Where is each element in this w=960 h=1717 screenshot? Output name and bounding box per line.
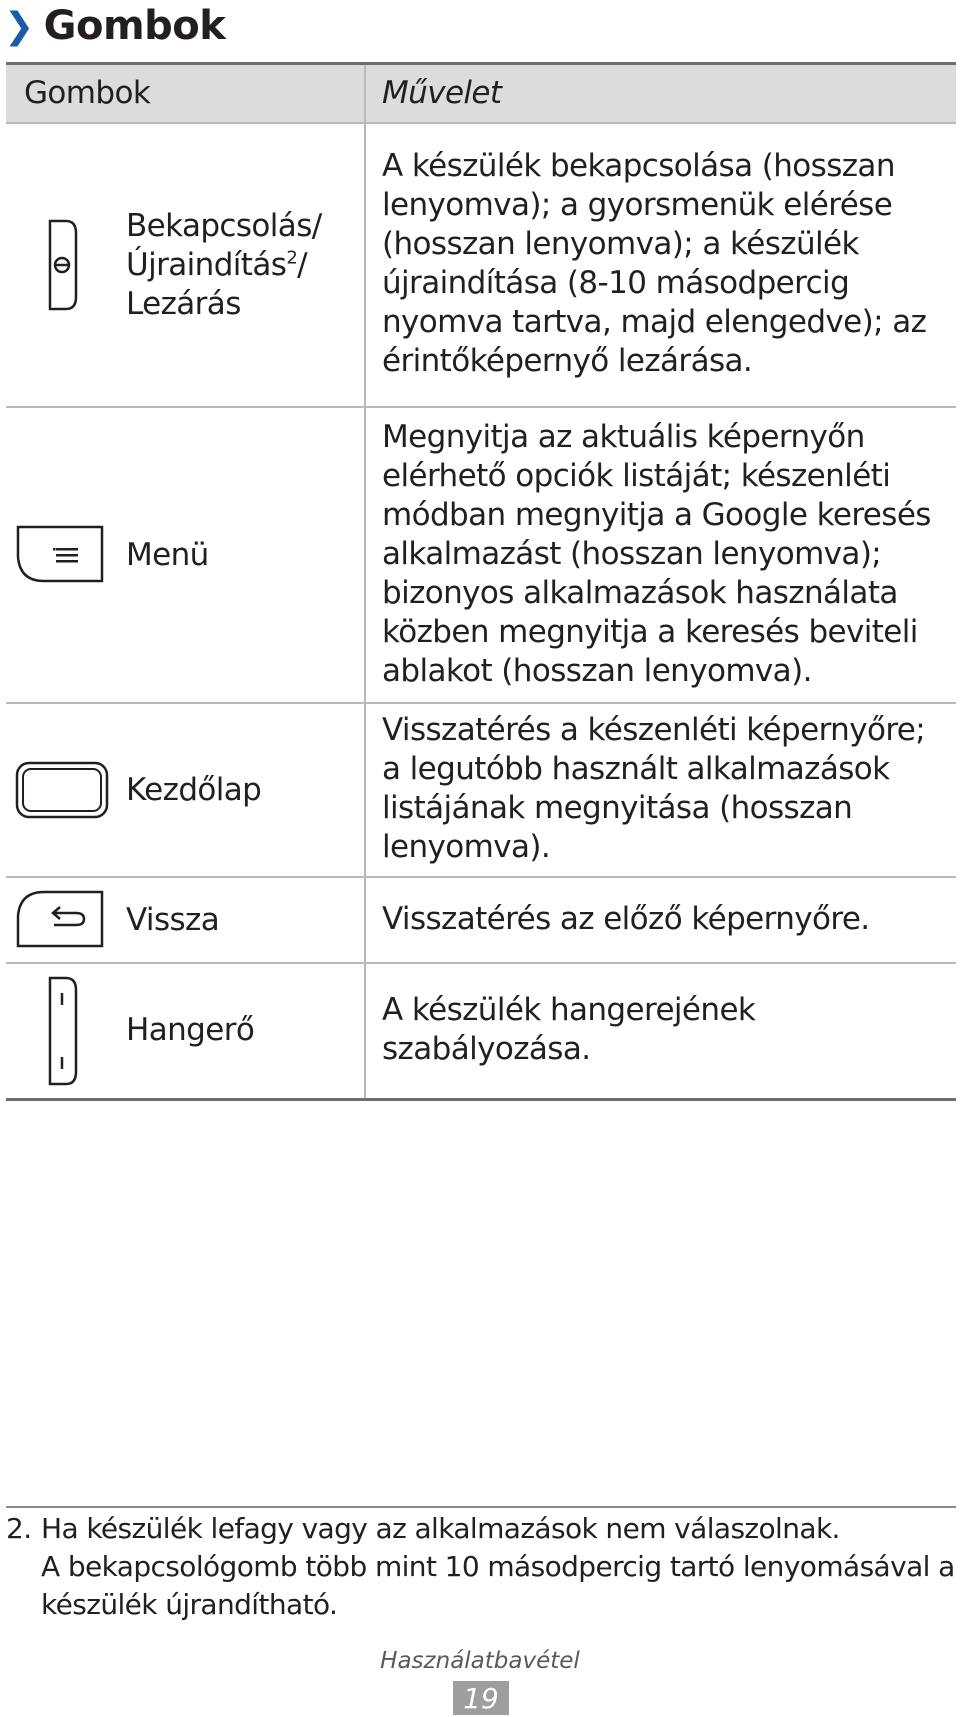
key-name-volume: Hangerő (126, 1012, 255, 1049)
key-action-power: A készülék bekapcsolása (hosszan lenyomva); a gyorsmenük elérése (hosszan lenyomva); a készülék újraindítása (8-10 másodpercig nyomva tartva, majd elengedve); az érintőképernyő lezárása. (365, 123, 956, 407)
footnote-number: 2. (6, 1512, 32, 1545)
footnote-line-2: A bekapcsológomb több mint 10 másodpercig tartó lenyomásával a készülék újrandítható. (41, 1550, 955, 1621)
menu-key-icon (6, 523, 114, 587)
page-number: 19 (453, 1681, 509, 1715)
key-name-menu: Menü (126, 536, 209, 573)
key-name-power: Bekapcsolás/ Újraindítás$^2$/ Lezárás (126, 207, 322, 322)
home-key-icon (6, 760, 114, 820)
column-header-action: Művelet (365, 64, 956, 124)
footer-section-name: Használatbavétel (380, 1648, 580, 1674)
key-name-home: Kezdőlap (126, 771, 262, 808)
table-row (6, 407, 956, 703)
table-row (6, 123, 956, 407)
table-row (6, 963, 956, 1099)
page-title-text: Gombok (43, 3, 226, 49)
page-title (4, 0, 225, 52)
chevron-right-icon: ❯ (4, 5, 34, 47)
key-action-volume: A készülék hangerejének szabályozása. (365, 963, 956, 1099)
back-key-icon (6, 888, 114, 952)
table-row (6, 877, 956, 963)
key-action-home: Visszatérés a készenléti képernyőre; a legutóbb használt alkalmazások listájának megnyitása (hosszan lenyomva). (365, 703, 956, 877)
key-action-menu: Megnyitja az aktuális képernyőn elérhető opciók listáját; készenléti módban megnyitja a Google keresés alkalmazást (hosszan lenyomva); bizonyos alkalmazások használata közben megnyitja a keresés beviteli ablakot (hosszan lenyomva). (365, 407, 956, 703)
footnote-divider (6, 1506, 956, 1508)
volume-key-icon (6, 975, 114, 1087)
key-action-back: Visszatérés az előző képernyőre. (365, 877, 956, 963)
keys-table (6, 62, 956, 1101)
table-row (6, 703, 956, 877)
footnote-line-1: Ha készülék lefagy vagy az alkalmazások nem válaszolnak. (41, 1512, 840, 1545)
column-header-keys: Gombok (6, 64, 365, 124)
footnote (6, 1510, 956, 1624)
key-name-back: Vissza (126, 901, 220, 938)
power-key-icon (6, 218, 114, 312)
table-header-row (6, 64, 956, 124)
